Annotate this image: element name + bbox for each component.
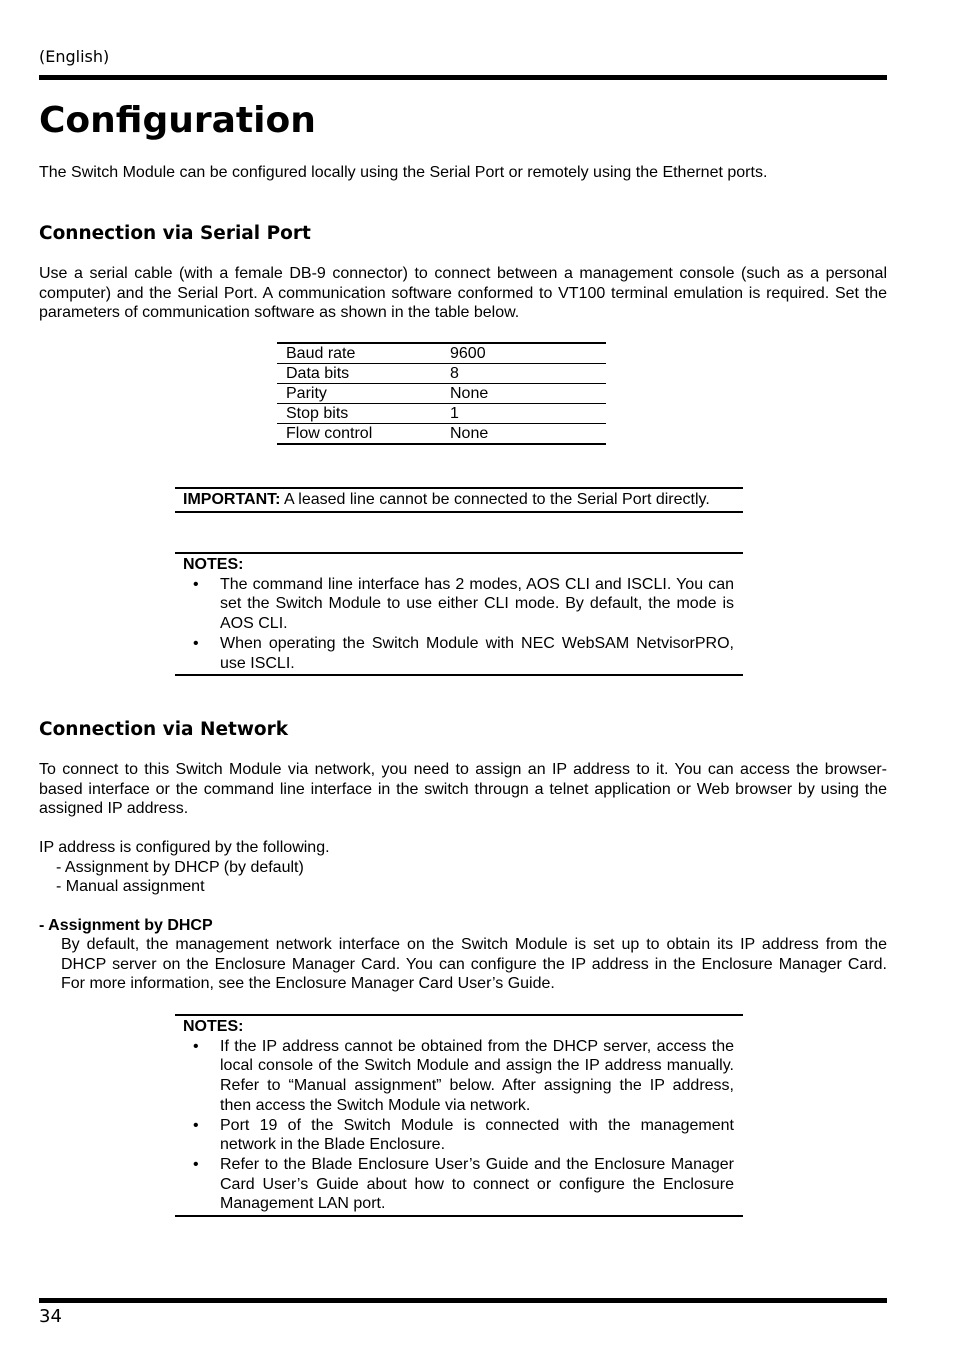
important-text: A leased line cannot be connected to the Serial Port directly. xyxy=(280,491,710,508)
footer-rule xyxy=(39,1298,887,1303)
serial-notes-box xyxy=(175,552,743,676)
list-item: • Port 19 of the Switch Module is connected with the management network in the Blade Enclosure. xyxy=(183,1116,734,1155)
language-label: (English) xyxy=(39,47,110,66)
param-value: None xyxy=(441,424,606,445)
intro-paragraph: The Switch Module can be configured locally using the Serial Port or remotely using the Ethernet ports. xyxy=(39,164,768,181)
network-paragraph: To connect to this Switch Module via network, you need to assign an IP address to it. You can access the browser-based interface or the command line interface in the switch througn a telnet application or Web browser by using the assigned IP address. xyxy=(39,761,887,817)
list-item: • When operating the Switch Module with NEC WebSAM NetvisorPRO, use ISCLI. xyxy=(183,634,734,673)
network-heading: Connection via Network xyxy=(39,719,289,740)
page-number: 34 xyxy=(39,1306,62,1327)
dhcp-heading: - Assignment by DHCP xyxy=(39,917,213,934)
notes-list xyxy=(183,1037,734,1214)
header-rule xyxy=(39,75,887,80)
param-name: Flow control xyxy=(277,424,441,445)
important-label: IMPORTANT: xyxy=(183,491,281,508)
param-value: 8 xyxy=(441,364,606,384)
serial-paragraph: Use a serial cable (with a female DB-9 connector) to connect between a management console (such as a personal computer) and the Serial Port. A communication software conformed to VT100 terminal emulation is required. Set the parameters of communication software as shown in the table below. xyxy=(39,265,887,321)
table-row xyxy=(277,364,606,384)
param-value: 1 xyxy=(441,404,606,424)
param-name: Baud rate xyxy=(277,343,441,364)
ip-config-list xyxy=(39,838,887,897)
table-row xyxy=(277,384,606,404)
table-row xyxy=(277,404,606,424)
list-item: - Manual assignment xyxy=(56,878,205,896)
param-name: Stop bits xyxy=(277,404,441,424)
param-value: 9600 xyxy=(441,343,606,364)
list-item: • The command line interface has 2 modes, AOS CLI and ISCLI. You can set the Switch Module to use either CLI mode. By default, the mode is AOS CLI. xyxy=(183,575,734,634)
page-title: Configuration xyxy=(39,100,316,141)
param-name: Parity xyxy=(277,384,441,404)
serial-parameter-table xyxy=(277,342,606,445)
list-item: • If the IP address cannot be obtained from the DHCP server, access the local console of the Switch Module and assign the IP address manually. Refer to “Manual assignment” below. After assigning the IP address, then access the Switch Module via network. xyxy=(183,1037,734,1116)
table-row xyxy=(277,343,606,364)
notes-list xyxy=(183,575,734,674)
network-notes-box xyxy=(175,1014,743,1217)
list-item: • Refer to the Blade Enclosure User’s Guide and the Enclosure Manager Card User’s Guide about how to connect or configure the Enclosure Management LAN port. xyxy=(183,1155,734,1214)
list-item: - Assignment by DHCP (by default) xyxy=(56,858,304,876)
param-value: None xyxy=(441,384,606,404)
important-box xyxy=(175,487,743,513)
notes-title: NOTES: xyxy=(183,556,244,573)
param-name: Data bits xyxy=(277,364,441,384)
serial-heading: Connection via Serial Port xyxy=(39,223,311,244)
table-row xyxy=(277,424,606,445)
notes-title: NOTES: xyxy=(183,1018,244,1035)
dhcp-paragraph: By default, the management network interface on the Switch Module is set up to obtain its IP address from the DHCP server on the Enclosure Manager Card. You can configure the IP address in the Enclosure Manager Card. For more information, see the Enclosure Manager Card User’s Guide. xyxy=(61,936,887,992)
ip-intro: IP address is configured by the following. xyxy=(39,839,330,856)
